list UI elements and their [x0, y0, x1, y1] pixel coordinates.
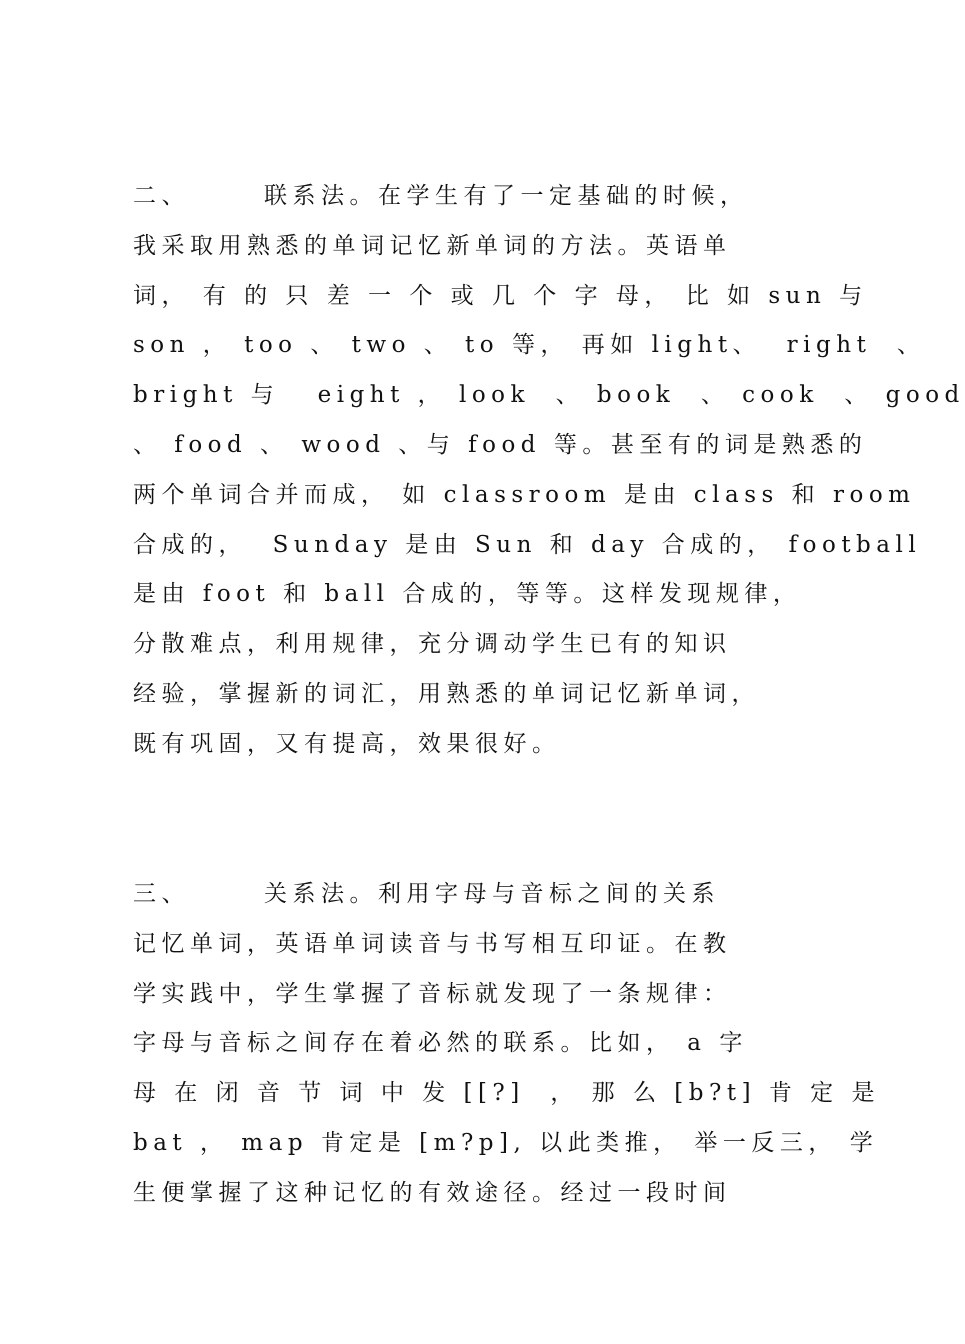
text-line: 既有巩固，又有提高，效果很好。	[133, 730, 561, 757]
text-line: 三、 关系法。利用字母与音标之间的关系	[133, 881, 720, 907]
text-line: 母 在 闭 音 节 词 中 发 [[?] ， 那 么 [b?t] 肯 定 是	[133, 1080, 880, 1107]
text-line: 我采取用熟悉的单词记忆新单词的方法。英语单	[133, 232, 732, 259]
text-line: 二、 联系法。在学生有了一定基础的时候，	[133, 183, 749, 209]
text-line: 两个单词合并而成， 如 classroom 是由 class 和 room	[133, 481, 916, 508]
text-line: 词， 有 的 只 差 一 个 或 几 个 字 母， 比 如 sun 与	[133, 282, 868, 309]
section-lianxi-fa	[133, 172, 965, 770]
text-line: son ， too 、 two 、 to 等， 再如 light、 right 、	[133, 332, 926, 359]
text-line: 字母与音标之间存在着必然的联系。比如， a 字	[133, 1030, 748, 1057]
text-line: 合成的， Sunday 是由 Sun 和 day 合成的， football	[133, 531, 922, 558]
text-line: 、 food 、 wood 、与 food 等。甚至有的词是熟悉的	[133, 431, 868, 458]
text-line: 是由 foot 和 ball 合成的，等等。这样发现规律，	[133, 581, 802, 608]
text-line: bat ， map 肯定是 [m?p], 以此类推， 举一反三， 学	[133, 1129, 879, 1156]
text-line: 生便掌握了这种记忆的有效途径。经过一段时间	[133, 1179, 732, 1206]
text-line: 经验，掌握新的词汇，用熟悉的单词记忆新单词，	[133, 680, 760, 707]
text-line: 记忆单词，英语单词读音与书写相互印证。在教	[133, 930, 732, 957]
text-line: 分散难点，利用规律，充分调动学生已有的知识	[133, 631, 732, 658]
section-guanxi-fa	[133, 870, 880, 1219]
text-line: bright 与 eight ， look 、 book 、 cook 、 good	[133, 382, 965, 409]
text-line: 学实践中，学生掌握了音标就发现了一条规律：	[133, 980, 732, 1007]
